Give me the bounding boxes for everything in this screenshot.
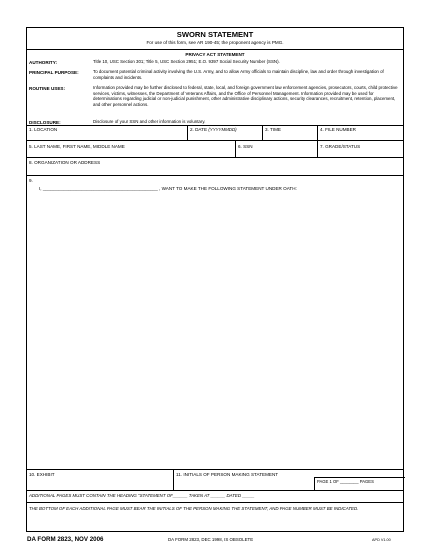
disclosure-text: Disclosure of your SSN and other information is voluntary. [93,119,206,124]
file-number-field[interactable]: 4. FILE NUMBER [320,127,356,132]
divider [235,140,236,157]
routine-uses-label: ROUTINE USES: [29,86,65,91]
divider [27,140,403,141]
exhibit-field[interactable]: 10. EXHIBIT [29,472,55,477]
statement-oath-line[interactable]: I, _____________________________________________ , WANT TO MAKE THE FOLLOWING STATEMENT UNDER OATH: [39,186,297,191]
obsolete-notice: DA FORM 2823, DEC 1998, IS OBSOLETE [168,537,254,542]
grade-status-field[interactable]: 7. GRADE/STATUS [320,144,361,149]
divider [317,140,318,157]
date-field[interactable] [190,127,237,132]
purpose-text: To document potential criminal activity involving the U.S. Army, and to allow Army officials to maintain discipline, law and order through investigation of complaints and incidents. [93,69,384,80]
additional-pages-note: ADDITIONAL PAGES MUST CONTAIN THE HEADING "STATEMENT OF______ TAKEN AT ______ DATED _____ [29,493,255,498]
form-subtitle: For use of this form, see AR 190-45; the proponent agency is PMG. [146,40,284,45]
name-field[interactable]: 5. LAST NAME, FIRST NAME, MIDDLE NAME [29,144,125,149]
location-field[interactable]: 1. LOCATION [29,127,58,132]
bottom-note: THE BOTTOM OF EACH ADDITIONAL PAGE MUST BEAR THE INITIALS OF THE PERSON MAKING THE STATEMENT, AND PAGE NUMBER MUST BE INDICATED. [29,506,359,511]
divider [315,477,405,478]
divider [27,469,403,470]
authority-label: AUTHORITY: [29,60,57,65]
privacy-act-title: PRIVACY ACT STATEMENT [185,52,245,57]
page-count: PAGE 1 OF ________ PAGES [317,479,374,484]
disclosure-label: DISCLOSURE: [29,120,61,125]
ssn-field[interactable]: 6. SSN [238,144,253,149]
divider [314,477,315,490]
item-9-label: 9. [29,178,33,183]
authority-text: Title 10, USC Section 301; Title 5, USC Section 2951; E.O. 9397 Social Security Number (SSN). [93,59,280,64]
version-label: APD V1.00 [372,538,391,542]
divider [262,125,263,140]
sworn-statement-form [26,27,404,532]
organization-field[interactable]: 8. ORGANIZATION OR ADDRESS [29,160,101,165]
divider [27,49,403,50]
form-number: DA FORM 2823, NOV 2006 [27,536,104,543]
divider [27,502,403,503]
initials-field[interactable]: 11. INITIALS OF PERSON MAKING STATEMENT [176,472,279,477]
purpose-label: PRINCIPAL PURPOSE: [29,70,79,75]
divider [27,157,403,158]
form-title: SWORN STATEMENT [176,30,254,39]
divider [27,490,403,491]
divider [317,125,318,140]
divider [187,125,188,140]
divider [27,125,403,126]
time-field[interactable]: 3. TIME [265,127,281,132]
date-format: (YYYYMMDD) [208,127,237,132]
statement-text-area[interactable] [29,196,401,463]
date-label: 2. DATE [190,127,208,132]
divider [173,469,174,490]
routine-uses-text: Information provided may be further disclosed to federal, state, local, and foreign government law enforcement agencies, prosecutors, courts, child protective services, victims, witnesses, the Department of Veterans Affairs, and the Office of Personnel Management. Information provided may be used for determinations regarding judicial or non-judicial punishment, other administrative disciplinary actions, security clearances, recruitment, retention, placement, and other personnel actions. [93,85,398,107]
divider [27,175,403,176]
